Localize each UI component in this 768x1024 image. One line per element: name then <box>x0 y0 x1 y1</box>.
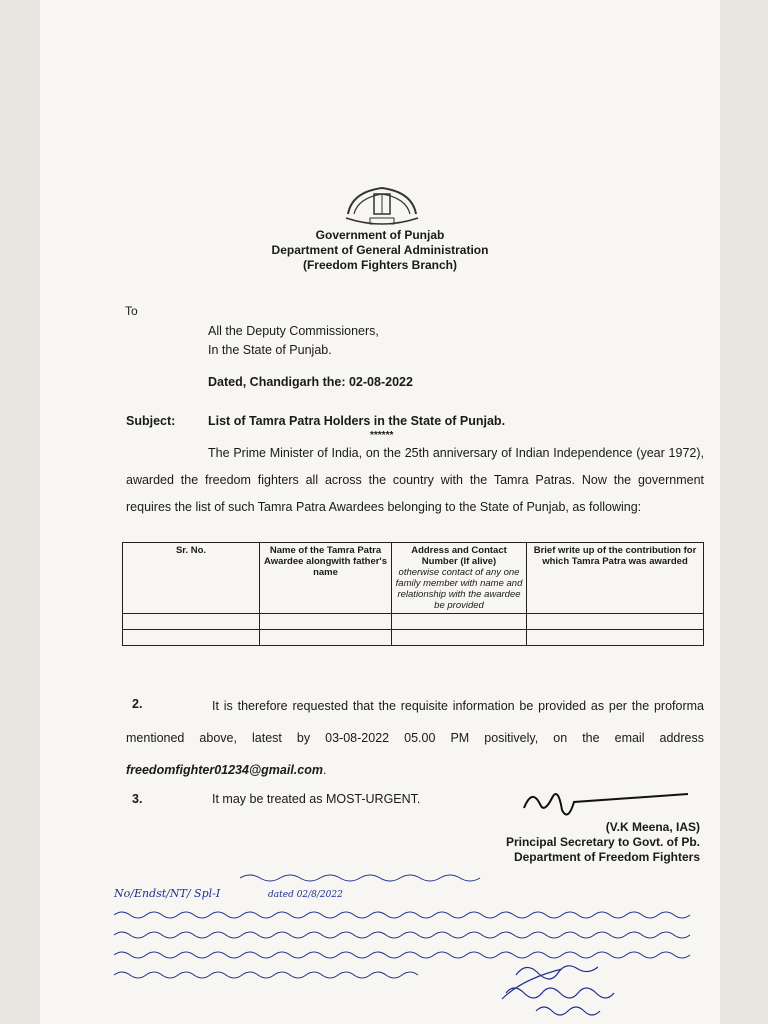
signatory-block <box>420 820 700 865</box>
paragraph-1: The Prime Minister of India, on the 25th anniversary of Indian Independence (year 1972), awarded the freedom fighters all across the country with the Tamra Patras. Now the government requires the list of such Tamra Patra Awardees belonging to the State of Punjab, as following: <box>126 446 704 514</box>
subject-stars: ****** <box>370 430 394 441</box>
signatory-name: (V.K Meena, IAS) <box>605 820 700 834</box>
col-address-contact: Address and Contact Number (If alive) otherwise contact of any one family member with name and relationship with the awardee be provided <box>392 543 527 614</box>
col-sr-no: Sr. No. <box>123 543 260 614</box>
table-row <box>123 630 704 646</box>
handwritten-date: dated 02/8/2022 <box>268 890 343 900</box>
header-branch: (Freedom Fighters Branch) <box>302 258 458 272</box>
subject-label: Subject: <box>126 414 176 428</box>
tamra-patra-proforma-table <box>122 542 704 646</box>
para-3-number: 3. <box>132 792 143 806</box>
col-address-note: otherwise contact of any one family member with name and relationship with the awardee be provided <box>395 567 523 611</box>
paragraph-3: It may be treated as MOST-URGENT. <box>212 792 421 806</box>
table-row <box>123 614 704 630</box>
col-awardee-name: Name of the Tamra Patra Awardee alongwith father's name <box>260 543 392 614</box>
to-label: To <box>125 304 138 318</box>
header-government: Government of Punjab <box>315 228 445 242</box>
email-address: freedomfighter01234@gmail.com <box>126 763 323 777</box>
col-contribution: Brief write up of the contribution for which Tamra Patra was awarded <box>527 543 704 614</box>
header-department: Department of General Administration <box>271 243 489 257</box>
date-line: Dated, Chandigarh the: 02-08-2022 <box>208 375 413 389</box>
signatory-title: Principal Secretary to Govt. of Pb. <box>505 835 700 849</box>
subject-text: List of Tamra Patra Holders in the State of Punjab. <box>208 414 506 428</box>
handwritten-sign-mark <box>496 955 676 1020</box>
handwritten-reference: No/Endst/NT/ Spl-I <box>114 887 221 900</box>
signatory-department: Department of Freedom Fighters <box>513 850 700 864</box>
para-2-number: 2. <box>132 697 143 711</box>
punjab-emblem-logo <box>340 184 424 228</box>
addressee-block: All the Deputy Commissioners, In the State of Punjab. <box>208 324 379 357</box>
paragraph-2: It is therefore requested that the requisite information be provided as per the proforma mentioned above, latest by 03-08-2022 05.00 PM positively, on the email address freedomfighter01234@gmail.com. <box>126 699 704 777</box>
letter-page <box>40 0 720 1024</box>
handwritten-heading-scrawl <box>240 870 520 884</box>
